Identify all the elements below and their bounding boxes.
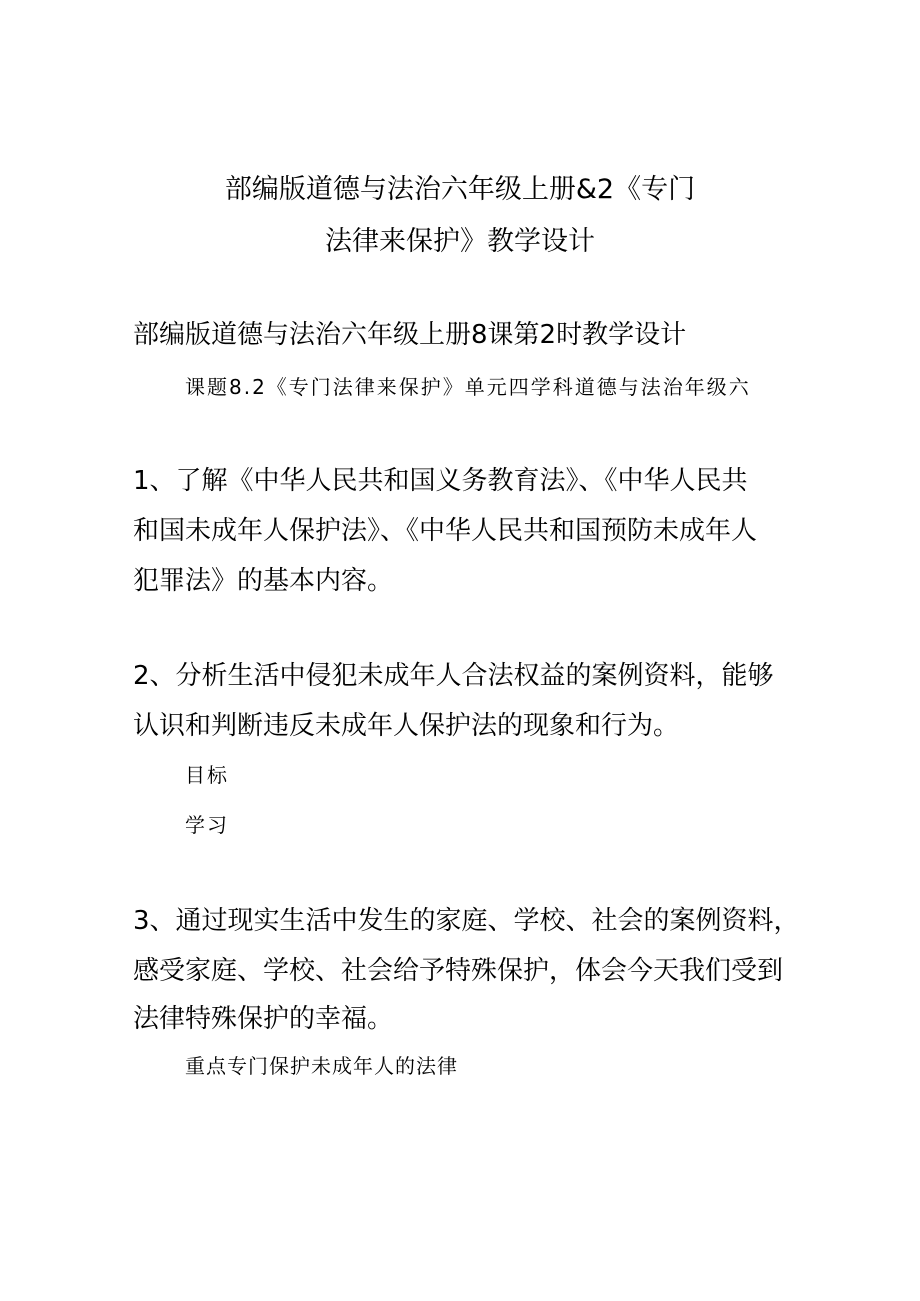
document-title-line-2: 法律来保护》教学设计 — [325, 226, 595, 257]
objective-2-line-1: 2、分析生活中侵犯未成年人合法权益的案例资料，能够 — [133, 661, 774, 691]
objective-1-line-3: 犯罪法》的基本内容。 — [133, 566, 394, 596]
objective-1-line-2: 和国未成年人保护法》、《中华人民共和国预防未成年人 — [133, 516, 758, 546]
objective-3-line-3: 法律特殊保护的幸福。 — [133, 1004, 394, 1034]
key-point-line: 重点专门保护未成年人的法律 — [185, 1054, 458, 1078]
side-label-study: 学习 — [185, 813, 229, 837]
side-label-objective: 目标 — [185, 763, 229, 787]
objective-3-line-1: 3、通过现实生活中发生的家庭、学校、社会的案例资料， — [133, 906, 800, 936]
document-subtitle: 部编版道德与法治六年级上册8课第2时教学设计 — [133, 320, 687, 350]
objective-3-line-2: 感受家庭、学校、社会给予特殊保护，体会今天我们受到 — [133, 956, 784, 986]
objective-2-line-2: 认识和判断违反未成年人保护法的现象和行为。 — [133, 711, 680, 741]
document-title-line-1: 部编版道德与法治六年级上册&2《专门 — [224, 174, 696, 205]
objective-1-line-1: 1、了解《中华人民共和国义务教育法》、《中华人民共 — [133, 466, 748, 496]
lesson-meta-line: 课题8.2《专门法律来保护》单元四学科道德与法治年级六 — [185, 375, 751, 399]
